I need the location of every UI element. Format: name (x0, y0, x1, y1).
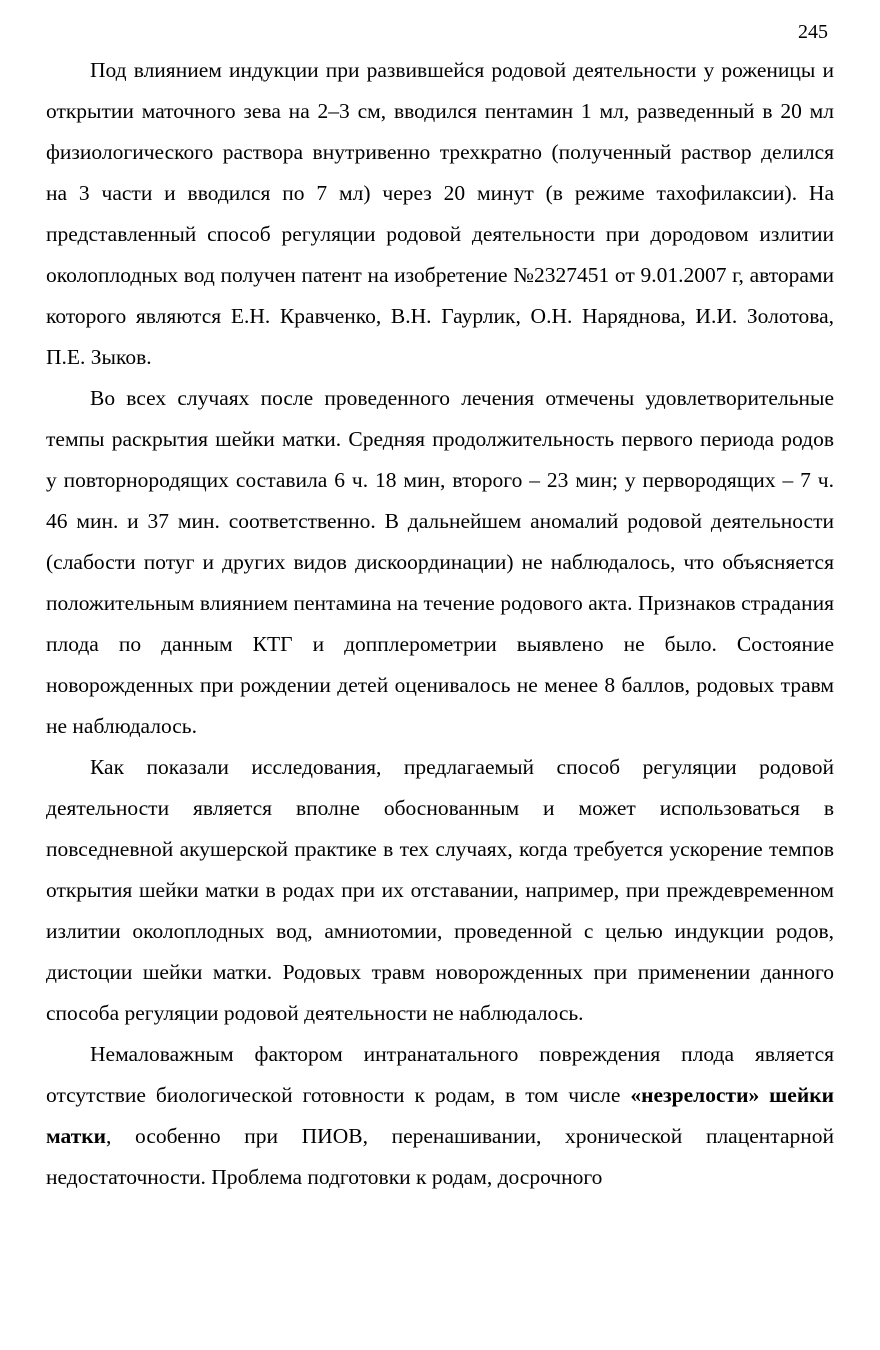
document-body (46, 50, 834, 1198)
paragraph-text-before: Немаловажным фактором интранатального повреждения плода является отсутствие биологической готовности к родам, в том числе (46, 1042, 834, 1107)
paragraph-pentamine-induction: Под влиянием индукции при развившейся родовой деятельности у роженицы и открытии маточного зева на 2–3 см, вводился пентамин 1 мл, разведенный в 20 мл физиологического раствора внутривенно трехкратно (полученный раствор делился на 3 части и вводился по 7 мл) через 20 минут (в режиме тахофилаксии). На представленный способ регуляции родовой деятельности при дородовом излитии околоплодных вод получен патент на изобретение №2327451 от 9.01.2007 г, авторами которого являются Е.Н. Кравченко, В.Н. Гаурлик, О.Н. Наряднова, И.И. Золотова, П.Е. Зыков. (46, 58, 834, 369)
paragraph-text-after: , особенно при ПИОВ, перенашивании, хронической плацентарной недостаточности. Проблема подготовки к родам, досрочного (46, 1124, 834, 1189)
paragraph-method-conclusion: Как показали исследования, предлагаемый способ регуляции родовой деятельности является вполне обоснованным и может использоваться в повседневной акушерской практике в тех случаях, когда требуется ускорение темпов открытия шейки матки в родах при их отставании, например, при преждевременном излитии околоплодных вод, амниотомии, проведенной с целью индукции родов, дистоции шейки матки. Родовых травм новорожденных при применении данного способа регуляции родовой деятельности не наблюдалось. (46, 755, 834, 1025)
paragraph-cervix-maturity (46, 1034, 834, 1198)
emphasized-term: «незрелости» шейки матки (46, 1083, 834, 1148)
page-number: 245 (798, 21, 828, 43)
paragraph-treatment-results: Во всех случаях после проведенного лечения отмечены удовлетворительные темпы раскрытия шейки матки. Средняя продолжительность первого периода родов у повторнородящих составила 6 ч. 18 мин, второго – 23 мин; у первородящих – 7 ч. 46 мин. и 37 мин. соответственно. В дальнейшем аномалий родовой деятельности (слабости потуг и других видов дискоординации) не наблюдалось, что объясняется положительным влиянием пентамина на течение родового акта. Признаков страдания плода по данным КТГ и допплерометрии выявлено не было. Состояние новорожденных при рождении детей оценивалось не менее 8 баллов, родовых травм не наблюдалось. (46, 386, 834, 738)
